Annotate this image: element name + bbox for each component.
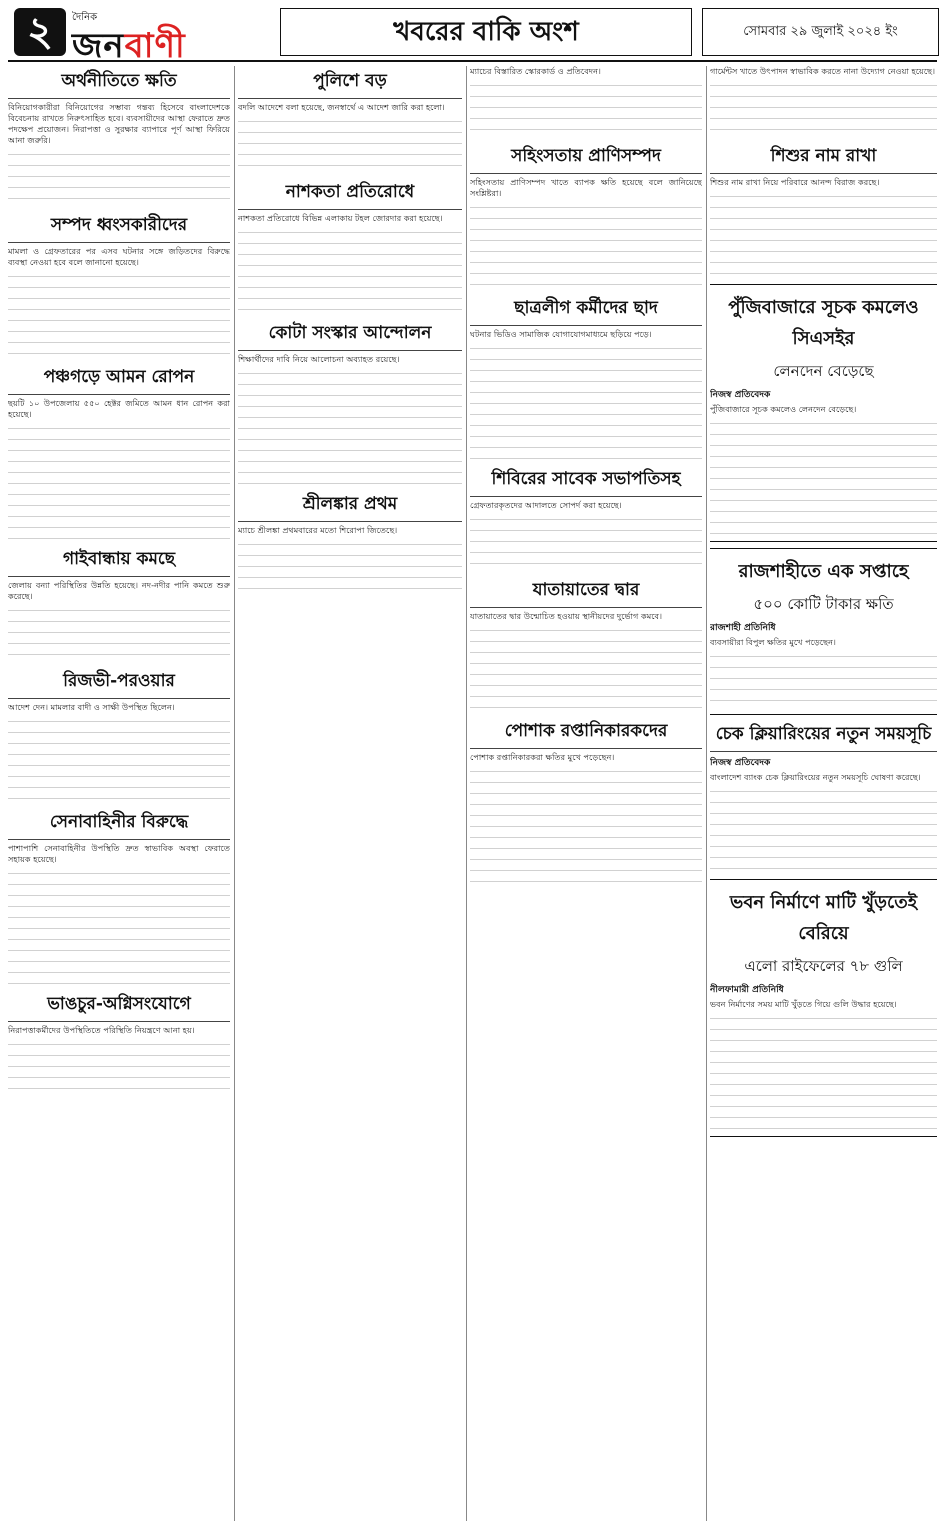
- headline: সেনাবাহিনীর বিরুদ্ধে: [8, 809, 230, 840]
- column-3: [470, 66, 702, 1521]
- body-text: ভবন নির্মাণের সময় মাটি খুঁড়তে গিয়ে গুলি উদ্ধার হয়েছে।: [710, 999, 897, 1009]
- headline: গাইবান্ধায় কমছে: [8, 546, 230, 577]
- article: [8, 68, 230, 206]
- body-text: শিক্ষার্থীদের দাবি নিয়ে আলোচনা অব্যাহত রয়েছে।: [238, 354, 400, 364]
- headline: সহিংসতায় প্রাণিসম্পদ: [470, 143, 702, 174]
- body-text: বদলি আদেশে বলা হয়েছে, জনস্বার্থে এ আদেশ জারি করা হলো।: [238, 102, 445, 112]
- body-text: যাতায়াতের দ্বার উন্মোচিত হওয়ায় স্থানীয়দের দুর্ভোগ কমবে।: [470, 611, 663, 621]
- article: [8, 546, 230, 662]
- article: [238, 68, 462, 173]
- column-1: [8, 66, 230, 1521]
- body-text-lines: [238, 113, 462, 173]
- body-text-lines: [710, 188, 937, 278]
- body-text: ম্যাচে শ্রীলঙ্কা প্রথমবারের মতো শিরোপা জিতেছে।: [238, 525, 398, 535]
- article: [470, 718, 702, 883]
- column-divider: [706, 66, 707, 1521]
- headline: নাশকতা প্রতিরোধে: [238, 179, 462, 210]
- headline: চেক ক্লিয়ারিংয়ের নতুন সময়সূচি: [710, 721, 937, 752]
- headline: ভবন নির্মাণে মাটি খুঁড়তেই বেরিয়ে: [729, 892, 918, 944]
- column-4: [710, 66, 937, 1521]
- body-text: মামলা ও গ্রেফতারের পর এসব ঘটনার সঙ্গে জড়িতদের বিরুদ্ধে ব্যবস্থা নেওয়া হবে বলে জানানো হয়েছে।: [8, 246, 230, 267]
- body-text: পুঁজিবাজারে সূচক কমলেও লেনদেন বেড়েছে।: [710, 404, 857, 414]
- column-2: [238, 66, 462, 1521]
- body-text: বিনিয়োগকারীরা বিনিয়োগের সম্ভাব্য গন্তব্য হিসেবে বাংলাদেশকে বিবেচনায় রাখতে নিরুৎসাহিত হবে। ব্যবসায়ীদের আস্থা ফেরাতে দ্রুত পদক্ষেপ প্রয়োজন। নিরাপত্তা ও সুরক্ষার ব্যাপারে পূর্ণ আস্থা ফিরিয়ে আনা জরুরি।: [8, 102, 230, 145]
- body-text-lines: [710, 415, 937, 535]
- article: [710, 548, 937, 715]
- page-number: ২: [14, 8, 66, 56]
- body-text: নাশকতা প্রতিরোধে বিভিন্ন এলাকায় টহল জোরদার করা হয়েছে।: [238, 213, 443, 223]
- body-text: নিরাপত্তাকর্মীদের উপস্থিতিতে পরিস্থিতি নিয়ন্ত্রণে আনা হয়।: [8, 1025, 195, 1035]
- body-text: গার্মেন্টস খাতে উৎপাদন স্বাভাবিক করতে নানা উদ্যোগ নেওয়া হয়েছে।: [710, 66, 936, 76]
- headline: যাতায়াতের দ্বার: [470, 577, 702, 608]
- logo: জনবাণী: [72, 26, 186, 66]
- body-text-lines: [8, 713, 230, 803]
- body-text-lines: [710, 648, 937, 708]
- date: সোমবার ২৯ জুলাই ২০২৪ ইং: [702, 8, 939, 56]
- body-text-lines: [470, 763, 702, 883]
- body-text-lines: [470, 199, 702, 289]
- headline: রিজভী-পরওয়ার: [8, 668, 230, 699]
- byline: নিজস্ব প্রতিবেদক: [710, 758, 771, 768]
- column-divider: [466, 66, 467, 1521]
- body-text-lines: [470, 77, 702, 137]
- headline: শিবিরের সাবেক সভাপতিসহ: [470, 466, 702, 497]
- body-text-lines: [710, 783, 937, 873]
- article: [8, 364, 230, 540]
- body-text-lines: [238, 365, 462, 485]
- headline: শিশুর নাম রাখা: [710, 143, 937, 174]
- headline: রাজশাহীতে এক সপ্তাহে: [738, 561, 909, 582]
- body-text-lines: [470, 511, 702, 571]
- article: [238, 179, 462, 314]
- article: [710, 879, 937, 1137]
- body-text: সহিংসতায় প্রাণিসম্পদ খাতে ব্যাপক ক্ষতি হয়েছে বলে জানিয়েছে সংশ্লিষ্টরা।: [470, 177, 702, 198]
- section-title: খবরের বাকি অংশ: [280, 8, 692, 56]
- body-text: ব্যবসায়ীরা বিপুল ক্ষতির মুখে পড়েছেন।: [710, 637, 836, 647]
- body-text-lines: [8, 602, 230, 662]
- article: [8, 809, 230, 985]
- subheadline: এলো রাইফেলের ৭৮ গুলি: [744, 957, 903, 975]
- article: [470, 66, 702, 137]
- byline: রাজশাহী প্রতিনিধি: [710, 623, 776, 633]
- article: [710, 143, 937, 278]
- subheadline: লেনদেন বেড়েছে: [773, 362, 874, 380]
- headline: পঞ্চগড়ে আমন রোপন: [8, 364, 230, 395]
- body-text-lines: [710, 77, 937, 137]
- body-text: গ্রেফতারকৃতদের আদালতে সোপর্দ করা হয়েছে।: [470, 500, 622, 510]
- headline: পুঁজিবাজারে সূচক কমলেও সিএসইর: [728, 297, 919, 349]
- article: [710, 284, 937, 542]
- article: [710, 721, 937, 873]
- body-text-lines: [470, 622, 702, 712]
- byline: নিজস্ব প্রতিবেদক: [710, 390, 771, 400]
- article: [8, 991, 230, 1096]
- body-text-lines: [710, 1010, 937, 1130]
- body-text-lines: [238, 536, 462, 596]
- article: [710, 66, 937, 137]
- subheadline: ৫০০ কোটি টাকার ক্ষতি: [753, 595, 894, 613]
- byline: নীলফামারী প্রতিনিধি: [710, 985, 784, 995]
- article: [238, 320, 462, 485]
- body-text: পাশাপাশি সেনাবাহিনীর উপস্থিতি দ্রুত স্বাভাবিক অবস্থা ফেরাতে সহায়ক হয়েছে।: [8, 843, 230, 864]
- headline: পোশাক রপ্তানিকারকদের: [470, 718, 702, 749]
- article: [470, 577, 702, 712]
- body-text-lines: [470, 340, 702, 460]
- headline: ভাঙচুর-অগ্নিসংযোগে: [8, 991, 230, 1022]
- article: [470, 466, 702, 571]
- body-text: ছয়টি ১০ উপজেলায় ৫৫০ হেক্টর জমিতে আমন ধান রোপন করা হয়েছে।: [8, 398, 230, 419]
- body-text: ম্যাচের বিস্তারিত স্কোরকার্ড ও প্রতিবেদন।: [470, 66, 601, 76]
- article: [470, 143, 702, 289]
- column-divider: [234, 66, 235, 1521]
- headline: কোটা সংস্কার আন্দোলন: [238, 320, 462, 351]
- headline: অর্থনীতিতে ক্ষতি: [8, 68, 230, 99]
- article: [238, 491, 462, 596]
- headline: পুলিশে বড়: [238, 68, 462, 99]
- body-text-lines: [8, 1036, 230, 1096]
- body-text: বাংলাদেশ ব্যাংক চেক ক্লিয়ারিংয়ের নতুন সময়সূচি ঘোষণা করেছে।: [710, 772, 921, 782]
- headline: শ্রীলঙ্কার প্রথম: [238, 491, 462, 522]
- body-text-lines: [238, 224, 462, 314]
- body-text-lines: [8, 268, 230, 358]
- article: [8, 668, 230, 803]
- headline: সম্পদ ধ্বংসকারীদের: [8, 212, 230, 243]
- masthead: [8, 6, 937, 66]
- body-text-lines: [8, 865, 230, 985]
- body-text: জেলায় বন্যা পরিস্থিতির উন্নতি হয়েছে। নদ-নদীর পানি কমতে শুরু করেছে।: [8, 580, 230, 601]
- body-text-lines: [8, 146, 230, 206]
- body-text-lines: [8, 420, 230, 540]
- body-text: ঘটনার ভিডিও সামাজিক যোগাযোগমাধ্যমে ছড়িয়ে পড়ে।: [470, 329, 652, 339]
- article: [470, 295, 702, 460]
- article: [8, 212, 230, 358]
- body-text: শিশুর নাম রাখা নিয়ে পরিবারে আনন্দ বিরাজ করছে।: [710, 177, 880, 187]
- body-text: আদেশ দেন। মামলার বাদী ও সাক্ষী উপস্থিত ছিলেন।: [8, 702, 175, 712]
- headline: ছাত্রলীগ কর্মীদের ছাদ: [470, 295, 702, 326]
- logo-tagline: দৈনিক: [72, 12, 98, 23]
- body-text: পোশাক রপ্তানিকারকরা ক্ষতির মুখে পড়েছেন।: [470, 752, 615, 762]
